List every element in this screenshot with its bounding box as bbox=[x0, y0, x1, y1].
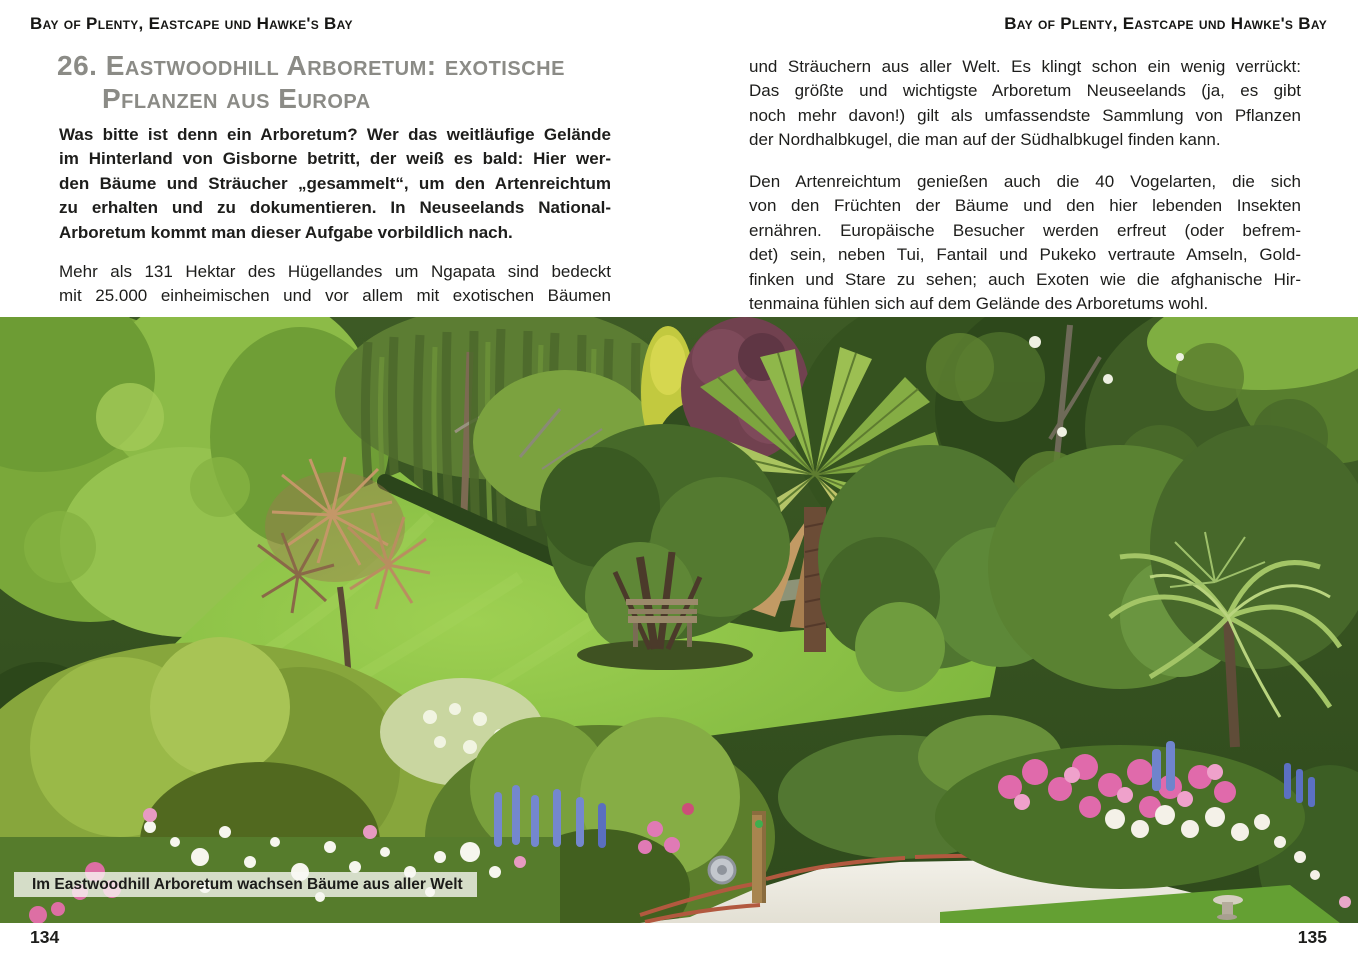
body-line: Mehr als 131 Hektar des Hügellandes um Ngapata sind bedeckt bbox=[59, 262, 611, 281]
arboretum-photo bbox=[0, 317, 1358, 923]
body-line: Arboretum kommt man dieser Aufgabe vorbildlich nach. bbox=[59, 222, 513, 242]
body-line: finken und Stare zu sehen; auch Exoten wie die afghanische Hir- bbox=[749, 269, 1301, 289]
body-line: det) sein, neben Tui, Fantail und Pukeko vertraute Amseln, Gold- bbox=[749, 245, 1301, 265]
body-line: der Nordhalbkugel, die man auf der Südhalbkugel finden kann. bbox=[749, 130, 1221, 150]
body-line: mit 25.000 einheimischen und vor allem mit exotischen Bäumen bbox=[59, 286, 611, 306]
body-line: den Bäume und Sträucher „gesammelt“, um den Artenreichtum bbox=[59, 173, 611, 193]
body-line: Was bitte ist denn ein Arboretum? Wer das weitläufige Gelände bbox=[59, 125, 611, 144]
running-header-right: Bay of Plenty, Eastcape und Hawke's Bay bbox=[1004, 14, 1327, 33]
photo-marker-post bbox=[752, 811, 766, 903]
body-line: Das größte und wichtigste Arboretum Neuseelands (ja, es gibt bbox=[749, 81, 1301, 101]
right-body-paragraph-1 bbox=[749, 55, 1301, 153]
body-line: zu erhalten und zu dokumentieren. In Neuseelands National- bbox=[59, 198, 611, 218]
left-body-paragraph bbox=[59, 260, 611, 309]
body-line: Den Artenreichtum genießen auch die 40 Vogelarten, die sich bbox=[749, 172, 1301, 191]
photo-midright-trees bbox=[818, 425, 1358, 692]
chapter-title-line1: 26. Eastwoodhill Arboretum: exotische bbox=[57, 50, 565, 81]
body-line: ernähren. Europäische Besucher werden erfreut (oder befrem- bbox=[749, 220, 1301, 240]
intro-paragraph bbox=[59, 123, 611, 245]
page-number-right: 135 bbox=[1297, 927, 1327, 947]
body-line: und Sträuchern aus aller Welt. Es klingt schon ein wenig verrückt: bbox=[749, 57, 1301, 76]
chapter-title-line2: Pflanzen aus Europa bbox=[102, 83, 371, 114]
right-body-paragraph-2 bbox=[749, 170, 1301, 316]
running-header-left: Bay of Plenty, Eastcape und Hawke's Bay bbox=[30, 14, 353, 33]
photo-caption: Im Eastwoodhill Arboretum wachsen Bäume aus aller Welt bbox=[14, 872, 477, 897]
chapter-title bbox=[57, 49, 565, 115]
body-line: im Hinterland von Gisborne betritt, der weiß es bald: Hier wer- bbox=[59, 149, 611, 169]
body-line: von den Früchten der Bäume und den hier lebenden Insekten bbox=[749, 196, 1301, 216]
photo-hose-reel bbox=[709, 857, 735, 883]
page-number-left: 134 bbox=[30, 927, 60, 947]
body-line: noch mehr davon!) gilt als umfassendste Sammlung von Pflanzen bbox=[749, 105, 1301, 125]
body-line: tenmaina fühlen sich auf dem Gelände des Arboretums wohl. bbox=[749, 294, 1209, 314]
